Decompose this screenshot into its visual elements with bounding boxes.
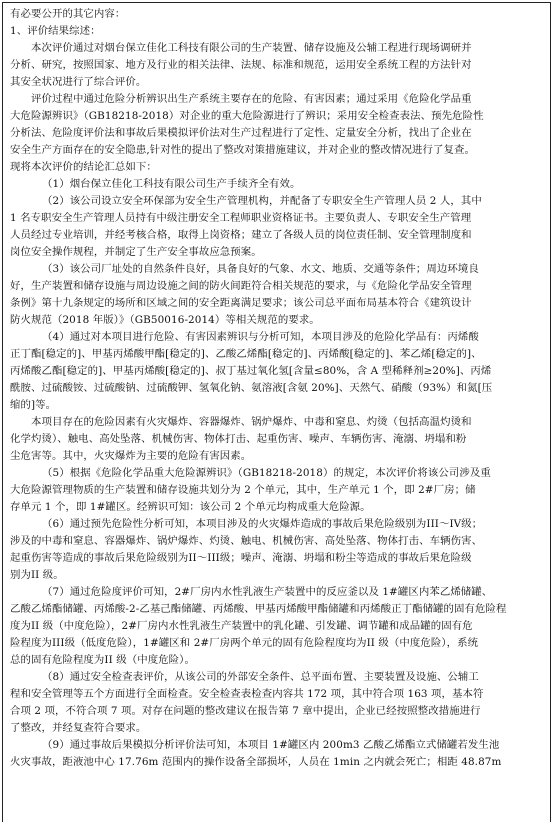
paragraph-line: 缩的]等。 bbox=[10, 399, 57, 411]
paragraph-line: 本次评价通过对烟台保立佳化工科技有限公司的生产装置、储存设施及公辅工程进行现场调研并 bbox=[31, 42, 472, 54]
paragraph-line: 乙酸乙烯酯储罐、丙烯酸-2-乙基己酯储罐、丙烯酸、甲基丙烯酸甲酯储罐和丙烯酸正丁酯储罐的固有危险程 bbox=[10, 603, 507, 615]
paragraph-line: 总的固有危险程度为II 级（中度危险）。 bbox=[10, 654, 195, 666]
paragraph-line: 其安全状况进行了综合评价。 bbox=[10, 76, 147, 88]
paragraph-line: 分析法、危险度评价法和事故后果模拟评价法对生产过程进行了定性、定量安全分析，找出了企业在 bbox=[10, 127, 472, 139]
paragraph-line: 人员经过专业培训，并经考核合格，取得上岗资格；建立了各级人员的岗位责任制、安全管理制度和 bbox=[10, 229, 472, 241]
header-label: 有必要公开的其它内容： bbox=[10, 8, 126, 20]
paragraph-line: 正丁酯[稳定的]、甲基丙烯酸甲酯[稳定的]、乙酸乙烯酯[稳定的]、丙烯酸[稳定的]、苯乙烯[稳定的]、 bbox=[10, 348, 482, 360]
conclusion-item-7: （7）通过危险度评价可知，2#厂房内水性乳液生产装置中的反应釜以及 1#罐区内苯乙烯储罐、 bbox=[42, 586, 493, 598]
conclusion-item-6: （6）通过预先危险性分析可知，本项目涉及的火灾爆炸造成的事故后果危险级别为III～IV级； bbox=[42, 518, 483, 530]
paragraph-line: 评价过程中通过危险分析辨识出生产系统主要存在的危险、有害因素；通过采用《危险化学品重 bbox=[31, 93, 472, 105]
paragraph-line: 酰胺、过硫酸铵、过硫酸钠、过硫酸钾、氢氧化钠、氨溶液[含氨 20%]、天然气、硝酸（93%）和氮[压 bbox=[10, 382, 493, 394]
document-frame bbox=[2, 2, 551, 822]
paragraph-line: 火灾事故，距液池中心 17.76m 范围内的操作设备全部损坏，人员在 1min 之内就会死亡；相距 48.87m bbox=[10, 756, 502, 768]
paragraph-line: 分析、研究，按照国家、地方及行业的相关法律、法规、标准和规范，运用安全系统工程的方法针对 bbox=[10, 59, 472, 71]
paragraph-line: 程和安全管理等五个方面进行全面检查。安全检查表检查内容共 172 项，其中符合项 163 项，基本符 bbox=[10, 688, 484, 700]
paragraph-line: 险程度为III级（低度危险），1#罐区和 2#厂房两个单元的固有危险程度均为II 级（中度危险），系统 bbox=[10, 637, 479, 649]
paragraph-line: 了整改，并经复查符合要求。 bbox=[10, 722, 147, 734]
paragraph-line: 岗位安全操作规程，并制定了生产安全事故应急预案。 bbox=[10, 246, 262, 258]
conclusion-item-1: （1）烟台保立佳化工科技有限公司生产手续齐全有效。 bbox=[42, 178, 301, 190]
paragraph-line: 丙烯酸乙酯[稳定的]、甲基丙烯酸[稳定的]、叔丁基过氧化氢[含量≤80%，含 A 型稀释剂≥20%]、丙烯 bbox=[10, 365, 492, 377]
conclusion-item-5: （5）根据《危险化学品重大危险源辨识》（GB18218-2018）的规定，本次评价将该公司涉及重 bbox=[42, 467, 491, 479]
paragraph-line: 本项目存在的危险因素有火灾爆炸、容器爆炸、锅炉爆炸、中毒和窒息、灼烫（包括高温灼烫和 bbox=[31, 416, 472, 428]
paragraph-line: 存单元 1 个，即 1#罐区。经辨识可知：该公司 2 个单元均构成重大危险源。 bbox=[10, 501, 371, 513]
conclusion-item-3: （3）该公司厂址处的自然条件良好，具备良好的气象、水文、地质、交通等条件；周边环境良 bbox=[42, 263, 479, 275]
paragraph-line: 安全生产方面存在的安全隐患,针对性的提出了整改对策措施建议，并对企业的整改情况进行了复查。 bbox=[10, 144, 475, 156]
conclusion-item-9: （9）通过事故后果模拟分析评价法可知，本项目 1#罐区内 200m3 乙酸乙烯酯立式储罐若发生池 bbox=[42, 739, 500, 751]
paragraph-line: 别为II 级。 bbox=[10, 569, 64, 581]
paragraph-line: 1 名专职安全生产管理人员持有中级注册安全工程师职业资格证书。主要负责人、专职安全生产管理 bbox=[10, 212, 472, 224]
conclusion-item-8: （8）通过安全检查表评价，从该公司的外部安全条件、总平面布置、主要装置及设施、公辅工 bbox=[42, 671, 479, 683]
paragraph-line: 化学灼烫）、触电、高处坠落、机械伤害、物体打击、起重伤害、噪声、车辆伤害、淹溺、坍塌和粉 bbox=[10, 433, 467, 445]
paragraph-line: 现将本次评价的结论汇总如下： bbox=[10, 161, 157, 173]
conclusion-item-2: （2）该公司设立安全环保部为安全生产管理机构，并配备了专职安全生产管理人员 2 人，其中 bbox=[42, 195, 482, 207]
paragraph-line: 大危险源辨识》（GB18218-2018）对企业的重大危险源进行了辨识；采用安全检查表法、预先危险性 bbox=[10, 110, 484, 122]
paragraph-line: 大危险源管理物质的生产装置和储存设施共划分为 2 个单元，其中，生产单元 1 个，即 2#厂房；储 bbox=[10, 484, 476, 496]
paragraph-line: 合项 2 项，不符合项 7 项。对存在问题的整改建议在报告第 7 章中提出，企业已经按照整改措施进行 bbox=[10, 705, 481, 717]
paragraph-line: 防火规范（2018 年版）》（GB50016-2014）等相关规范的要求。 bbox=[10, 314, 320, 326]
paragraph-line: 好，生产装置和储存设施与周边设施之间的防火间距符合相关规范的要求，与《危险化学品安全管理 bbox=[10, 280, 472, 292]
section-title: 1、评价结果综述： bbox=[10, 25, 101, 37]
paragraph-line: 起重伤害等造成的事故后果危险级别为II～III级；噪声、淹溺、坍塌和粉尘等造成的事故后果危险级 bbox=[10, 552, 472, 564]
paragraph-line: 涉及的中毒和窒息、容器爆炸、锅炉爆炸、灼烫、触电、机械伤害、高处坠落、物体打击、车辆伤害、 bbox=[10, 535, 483, 547]
paragraph-line: 条例》第十九条规定的场所和区域之间的安全距离满足要求；该公司总平面布局基本符合《建筑设计 bbox=[10, 297, 472, 309]
conclusion-item-4: （4）通过对本项目进行危险、有害因素辨识与分析可知，本项目涉及的危险化学品有：丙烯酸 bbox=[42, 331, 479, 343]
paragraph-line: 尘危害等。其中，火灾爆炸为主要的危险有害因素。 bbox=[10, 450, 252, 462]
paragraph-line: 度为II 级（中度危险），2#厂房内水性乳液生产装置中的乳化罐、引发罐、调节罐和成品罐的固有危 bbox=[10, 620, 473, 632]
